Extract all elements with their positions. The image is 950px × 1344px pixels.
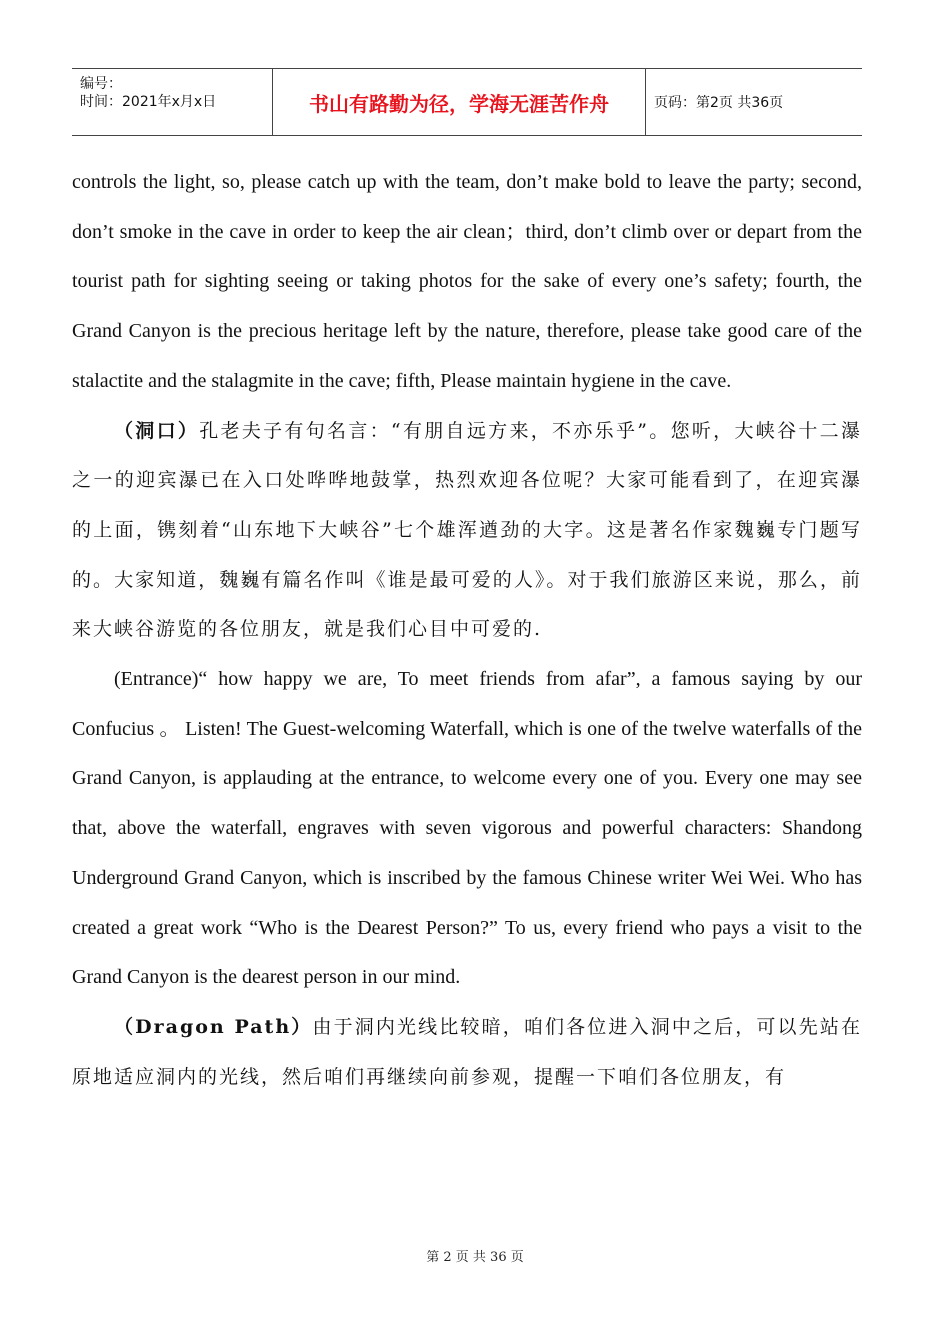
- paragraph-text: (Entrance)“ how happy we are, To meet friends from afar”, a famous saying by our Confucius 。 Listen! The Guest-welcoming Waterfall, which is one of the twelve waterfalls of the Grand Canyon, is applauding at the entrance, to welcome every one of you. Every one may see that, above the waterfall, engraves with seven vigorous and powerful characters: Shandong Underground Grand Canyon, which is inscribed by the famous Chinese writer Wei Wei. Who has created a great work “Who is the Dearest Person?” To us, every friend who pays a visit to the Grand Canyon is the dearest person in our mind.: [72, 668, 862, 989]
- paragraph-dragon-path: [72, 1003, 862, 1102]
- document-body: [72, 158, 862, 1102]
- header-motto: 书山有路勤为径，学海无涯苦作舟: [273, 69, 646, 135]
- document-number-label: 编号：: [80, 76, 122, 92]
- paragraph-entrance-en: [72, 655, 862, 1003]
- paragraph-text: 孔老夫子有句名言：“有朋自远方来，不亦乐乎”。您听，大峡谷十二瀑之一的迎宾瀑已在入口处哗哗地鼓掌，热烈欢迎各位呢？大家可能看到了，在迎宾瀑的上面，镌刻着“山东地下大峡谷”七个雄浑遒劲的大字。这是著名作家魏巍专门题写的。大家知道，魏巍有篇名作叫《谁是最可爱的人》。对于我们旅游区来说，那么，前来大峡谷游览的各位朋友，就是我们心目中可爱的.: [72, 419, 862, 641]
- header-meta: [72, 69, 273, 135]
- section-label-dragon-path: （Dragon Path）: [114, 1015, 313, 1038]
- header-page-info: 页码：第2页 共36页: [654, 95, 784, 111]
- page-footer: 第 2 页 共 36 页: [426, 1250, 524, 1265]
- page-header: [72, 68, 862, 136]
- paragraph-safety-rules: [72, 158, 862, 407]
- section-label-entrance: （洞口）: [114, 419, 200, 442]
- paragraph-entrance-zh: [72, 407, 862, 656]
- document-time-label: 时间：2021年x月x日: [80, 94, 217, 110]
- paragraph-text: 由于洞内光线比较暗，咱们各位进入洞中之后，可以先站在原地适应洞内的光线，然后咱们再继续向前参观，提醒一下咱们各位朋友，有: [72, 1015, 862, 1088]
- paragraph-text: controls the light, so, please catch up with the team, don’t make bold to leave the party; second, don’t smoke in the cave in order to keep the air clean；third, don’t climb over or depart from the tourist path for sighting seeing or taking photos for the sake of every one’s safety; fourth, the Grand Canyon is the precious heritage left by the nature, therefore, please take good care of the stalactite and the stalagmite in the cave; fifth, Please maintain hygiene in the cave.: [72, 171, 862, 392]
